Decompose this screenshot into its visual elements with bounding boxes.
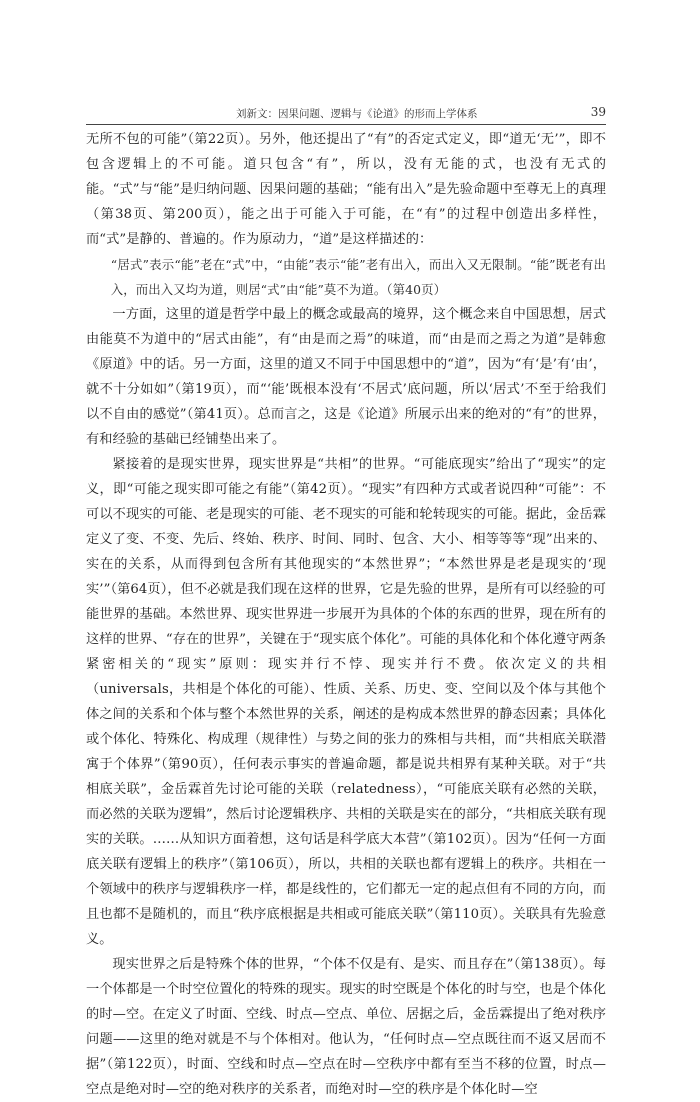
block-quote: “居式”表示“能”老在“式”中，“由能”表示“能”老有出入，而出入又无限制。“能”既老有出入，而出入又均为道，则居“式”由“能”莫不为道。（第40页） [110,257,606,297]
paragraph: 现实世界之后是特殊个体的世界，“个体不仅是有、是实、而且存在”（第138页）。每一个体都是一个时空位置化的特殊的现实。现实的时空既是个体化的时与空，也是个体化的时—空。在定义了时面、空线、时点—空点、单位、居据之后，金岳霖提出了绝对秩序问题——这里的绝对就是不与个体相对。他认为，“任何时点—空点既往而不返又居而不据”（第122页），时面、空线和时点—空点在时—空秩序中都有至当不移的位置，时点—空点是绝对时—空的绝对秩序的关系者，而绝对时—空的秩序是个体化时—空 [86,957,606,1097]
page-number: 39 [590,105,606,119]
paragraph: 紧接着的是现实世界，现实世界是“共相”的世界。“可能底现实”给出了“现实”的定义，即“可能之现实即可能之有能”（第42页）。“现实”有四种方式或者说四种“可能”：不可以不现实的可能、老是现实的可能、老不现实的可能和轮转现实的可能。据此，金岳霖定义了变、不变、先后、终始、秩序、时间、同时、包含、大小、相等等等“现”出来的、实在的关系，从而得到包含所有其他现实的“本然世界”；“本然世界是老是现实的‘现实’”（第64页），但不必就是我们现在这样的世界，它是先验的世界，是所有可以经验的可能世界的基础。本然世界、现实世界进一步展开为具体的个体的东西的世界，现在所有的这样的世界、“存在的世界”，关键在于“现实底个体化”。可能的具体化和个体化遵守两条紧密相关的“现实”原则：现实并行不悖、现实并行不费。依次定义的共相（universals，共相是个体化的可能）、性质、关系、历史、变、空间以及个体与其他个体之间的关系和个体与整个本然世界的关系，阐述的是构成本然世界的静态因素；具体化或个体化、特殊化、构成理（规律性）与势之间的张力的殊相与共相，而“共相底关联潜寓于个体界”（第90页），任何表示事实的普遍命题，都是说共相界有某种关联。对于“共相底关联”，金岳霖首先讨论可能的关联（relatedness），“可能底关联有必然的关联，而必然的关联为逻辑”，然后讨论逻辑秩序、共相的关联是实在的部分，“共相底关联有现实的关联。……从知识方面着想，这句话是科学底大本营”（第102页）。因为“任何一方面底关联有逻辑上的秩序”（第106页），所以，共相的关联也都有逻辑上的秩序。共相在一个领域中的秩序与逻辑秩序一样，都是线性的，它们都无一定的起点但有不同的方向，而且也都不是随机的，而且“秩序底根据是共相或可能底关联”（第110页）。关联具有先验意义。 [86,457,607,947]
paragraph-continued: 无所不包的可能”（第22页）。另外，他还提出了“有”的否定式定义，即“道无‘无’”，即不包含逻辑上的不可能。道只包含“有”，所以，没有无能的式，也没有无式的能。“式”与“能”是归纳问题、因果问题的基础；“能有出入”是先验命题中至尊无上的真理（第38页、第200页），能之出于可能入于可能，在“有”的过程中创造出多样性，而“式”是静的、普遍的。作为原动力，“道”是这样描述的： [86,132,606,247]
paragraph: 一方面，这里的道是哲学中最上的概念或最高的境界，这个概念来自中国思想，居式由能莫不为道中的“居式由能”，有“由是而之焉”的味道，而“由是而之焉之为道”是韩愈《原道》中的话。另一方面，这里的道又不同于中国思想中的“道”，因为“有‘是’有‘由’，就不十分如如”（第19页），而“‘能’既根本没有‘不居式’底问题，所以‘居式’不至于给我们以不自由的感觉”（第41页）。总而言之，这是《论道》所展示出来的绝对的“有”的世界，有和经验的基础已经铺垫出来了。 [86,307,606,447]
running-header [86,104,606,125]
running-title: 刘新文：因果问题、逻辑与《论道》的形而上学体系 [236,108,478,120]
article-body [86,127,606,1102]
